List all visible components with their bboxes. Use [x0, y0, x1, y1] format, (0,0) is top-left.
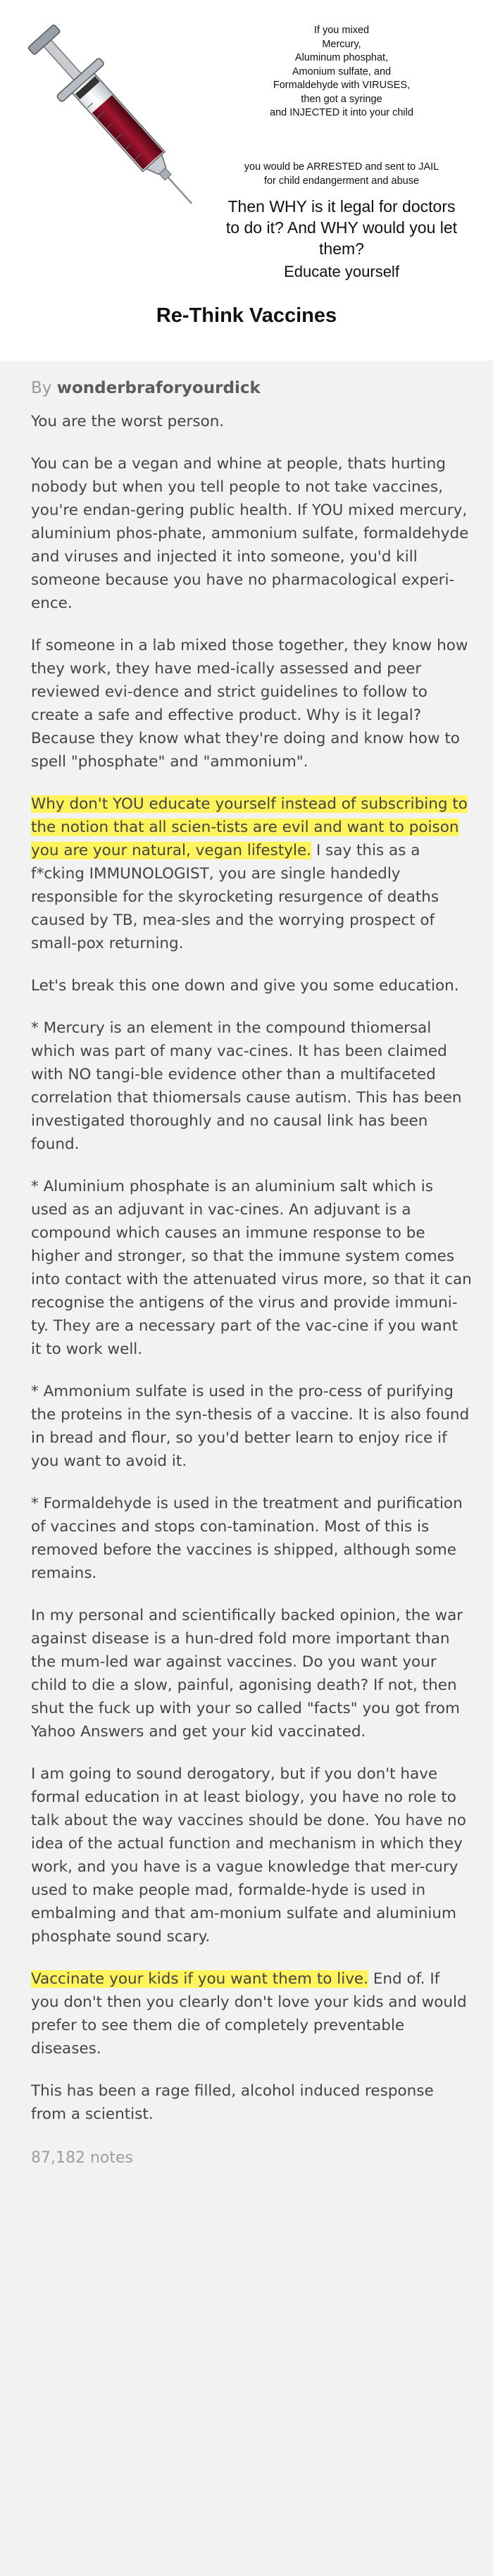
notes-count-link[interactable]: 87,182 notes: [31, 2149, 133, 2167]
meme-warning-line: you would be ARRESTED and sent to JAIL: [244, 161, 439, 173]
highlighted-text: Why don't YOU educate yourself instead of subscribing to the notion that all scien-tists are evil and want to poison you are your natural, vegan lifestyle.: [31, 795, 468, 859]
paragraph-text: I am going to sound derogatory, but if you don't have formal education in at least biology, you have no role to talk about the way vaccines should be done. You have no idea of the actual function and mechanism in which they work, and you have is a vague knowledge that mer-cury used to make people mad, formalde-hyde is used in embalming and that am-monium sulfate and aluminium phosphate sound scary.: [31, 1765, 466, 1946]
post-paragraph: [31, 410, 472, 433]
paragraph-text: * Aluminium phosphate is an aluminium salt which is used as an adjuvant in vac-cines. An adjuvant is a compound which causes an immune response to be higher and stronger, so that the immune system comes into contact with the attenuated virus more, so that it can recognise the antigens of the virus and provide immuni-ty. They are a necessary part of the vac-cine if you want it to work well.: [31, 1178, 472, 1358]
post-paragraph: [31, 792, 472, 955]
post-container: [0, 361, 493, 2576]
meme-intro-line: Formaldehyde with VIRUSES,: [273, 80, 411, 91]
post-paragraph: [31, 1380, 472, 1473]
post-paragraph: [31, 1604, 472, 1743]
paragraph-text: You can be a vegan and whine at people, thats hurting nobody but when you tell people to not take vaccines, you're endan-gering public health. If YOU mixed mercury, aluminium phos-phate, ammonium sulfate, formaldehyde and viruses and injected it into someone, you'd kill someone because you have no pharmacological experi-ence.: [31, 455, 469, 612]
meme-title: Re-Think Vaccines: [156, 304, 337, 327]
paragraph-text: I say this as a f*cking IMMUNOLOGIST, you are single handedly responsible for the skyrocketing resurgence of deaths caused by TB, mea-sles and the worrying prospect of small-pox returning.: [31, 842, 439, 952]
byline: [0, 361, 493, 399]
meme-image: [0, 0, 493, 361]
post-paragraph: [31, 1967, 472, 2060]
meme-warning-line: for child endangerment and abuse: [263, 175, 420, 187]
post-paragraph: [31, 452, 472, 615]
post-paragraph: [31, 634, 472, 773]
post-paragraph: [31, 974, 472, 997]
paragraph-text: If someone in a lab mixed those together, they know how they work, they have med-ically assessed and peer reviewed evi-dence and strict guidelines to follow to create a safe and effective product. Why is it legal? Because they know what they're doing and know how to spell "phosphate" and "ammonium".: [31, 637, 468, 771]
meme-question-text: [204, 196, 479, 259]
post-paragraph: [31, 2079, 472, 2126]
paragraph-text: Let's break this one down and give you some education.: [31, 977, 459, 995]
post-body: [0, 399, 493, 2126]
meme-intro-text: [204, 24, 479, 120]
post-paragraph: [31, 1016, 472, 1156]
meme-intro-line: Amonium sulfate, and: [292, 66, 392, 77]
meme-warning-text: [204, 161, 479, 188]
post-paragraph: [31, 1762, 472, 1948]
meme-question-line: to do it? And WHY would you let: [225, 218, 458, 237]
paragraph-text: In my personal and scientifically backed opinion, the war against disease is a hun-dred fold more important than the mum-led war against vaccines. Do you want your child to die a slow, painful, agonising death? If not, then shut the fuck up with your so called "facts" you got from Yahoo Answers and get your kid vaccinated.: [31, 1607, 463, 1741]
meme-intro-line: Aluminum phosphat,: [294, 52, 389, 63]
meme-intro-line: then got a syringe: [301, 93, 382, 105]
byline-label: By: [31, 379, 52, 397]
meme-educate-text: Educate yourself: [284, 263, 399, 280]
highlighted-text: Vaccinate your kids if you want them to live.: [31, 1970, 368, 1988]
paragraph-text: This has been a rage filled, alcohol induced response from a scientist.: [31, 2082, 434, 2123]
syringe-icon: [0, 0, 232, 232]
paragraph-text: End of. If you don't then you clearly don't love your kids and would prefer to see them die of completely preventable diseases.: [31, 1970, 467, 2058]
meme-intro-line: Mercury,: [322, 38, 361, 50]
meme-intro-line: and INJECTED it into your child: [270, 107, 413, 118]
paragraph-text: * Mercury is an element in the compound thiomersal which was part of many vac-cines. It has been claimed with NO tangi-ble evidence other than a multifaceted correlation that thiomersals cause autism. This has been investigated thoroughly and no causal link has been found.: [31, 1019, 462, 1153]
post-paragraph: [31, 1492, 472, 1585]
paragraph-text: * Ammonium sulfate is used in the pro-cess of purifying the proteins in the syn-thesis of a vaccine. It is also found in bread and flour, so you'd better learn to enjoy rice if you want to avoid it.: [31, 1383, 470, 1470]
meme-question-line: them?: [319, 239, 364, 258]
paragraph-text: You are the worst person.: [31, 413, 225, 430]
meme-intro-line: If you mixed: [313, 25, 370, 36]
author-username-link[interactable]: wonderbraforyourdick: [56, 379, 261, 397]
post-paragraph: [31, 1175, 472, 1361]
paragraph-text: * Formaldehyde is used in the treatment and purification of vaccines and stops con-tamination. Most of this is removed before the vaccines is shipped, although some remains.: [31, 1495, 463, 1582]
meme-question-line: Then WHY is it legal for doctors: [227, 197, 456, 216]
